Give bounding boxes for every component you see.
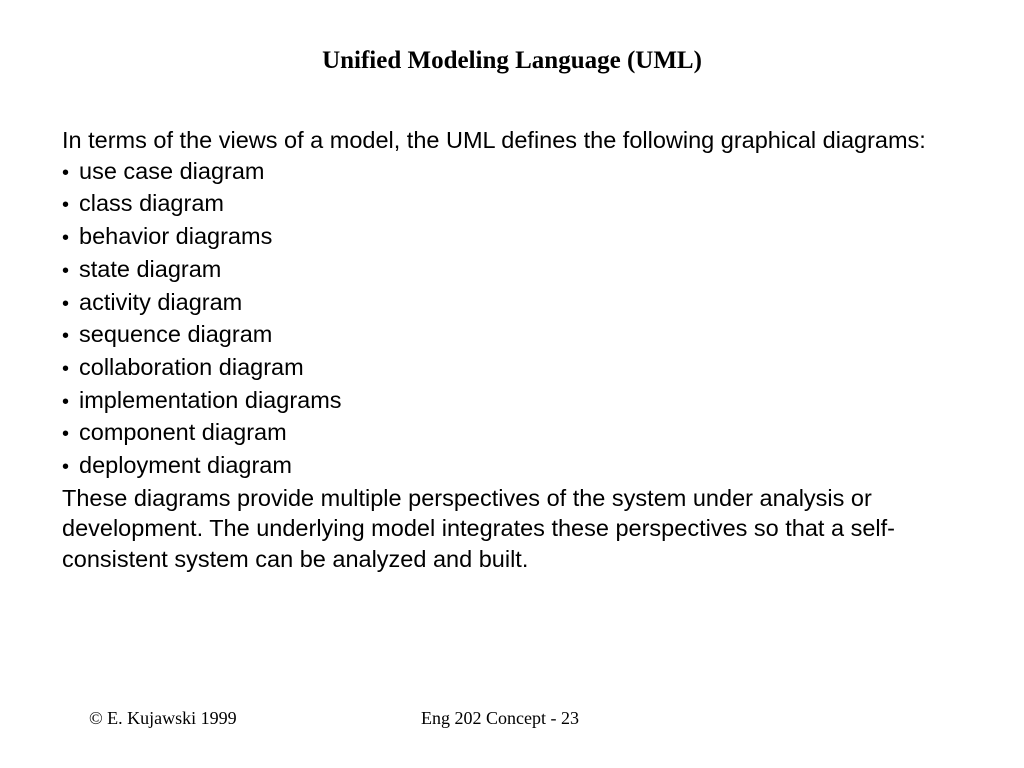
bullet-icon: • [62, 194, 70, 217]
slide-body [62, 125, 962, 575]
bullet-icon: • [62, 227, 70, 250]
list-item [62, 221, 962, 254]
list-item [62, 352, 962, 385]
list-item [62, 287, 962, 320]
list-item [62, 188, 962, 221]
conclusion-paragraph: These diagrams provide multiple perspectives of the system under analysis or development. The underlying model integrates these perspectives so that a self-consistent system can be analyzed and built. [62, 484, 895, 573]
list-item [62, 417, 962, 450]
list-item-label: component diagram [79, 419, 287, 446]
list-item-label: collaboration diagram [79, 353, 304, 380]
bullet-icon: • [62, 292, 70, 315]
bullet-icon: • [62, 390, 70, 413]
list-item-label: sequence diagram [79, 321, 273, 348]
slide-footer [0, 706, 1024, 736]
page-label: Eng 202 Concept - 23 [421, 708, 579, 728]
list-item [62, 385, 962, 418]
list-item-label: use case diagram [79, 157, 265, 184]
list-item [62, 156, 962, 189]
bullet-icon: • [62, 259, 70, 282]
slide-title: Unified Modeling Language (UML) [322, 47, 702, 74]
list-item-label: activity diagram [79, 288, 243, 315]
bullet-icon: • [62, 423, 70, 446]
list-item-label: implementation diagrams [79, 386, 342, 413]
bullet-icon: • [62, 456, 70, 479]
list-item-label: deployment diagram [79, 452, 292, 479]
bullet-icon: • [62, 161, 70, 184]
bullet-icon: • [62, 325, 70, 348]
list-item [62, 254, 962, 287]
intro-paragraph: In terms of the views of a model, the UML defines the following graphical diagrams: [62, 127, 926, 153]
list-item-label: class diagram [79, 190, 224, 217]
diagram-list [62, 156, 962, 483]
list-item [62, 319, 962, 352]
list-item-label: behavior diagrams [79, 223, 273, 250]
list-item [62, 450, 962, 483]
bullet-icon: • [62, 357, 70, 380]
copyright-text: © E. Kujawski 1999 [89, 708, 237, 728]
list-item-label: state diagram [79, 255, 222, 282]
